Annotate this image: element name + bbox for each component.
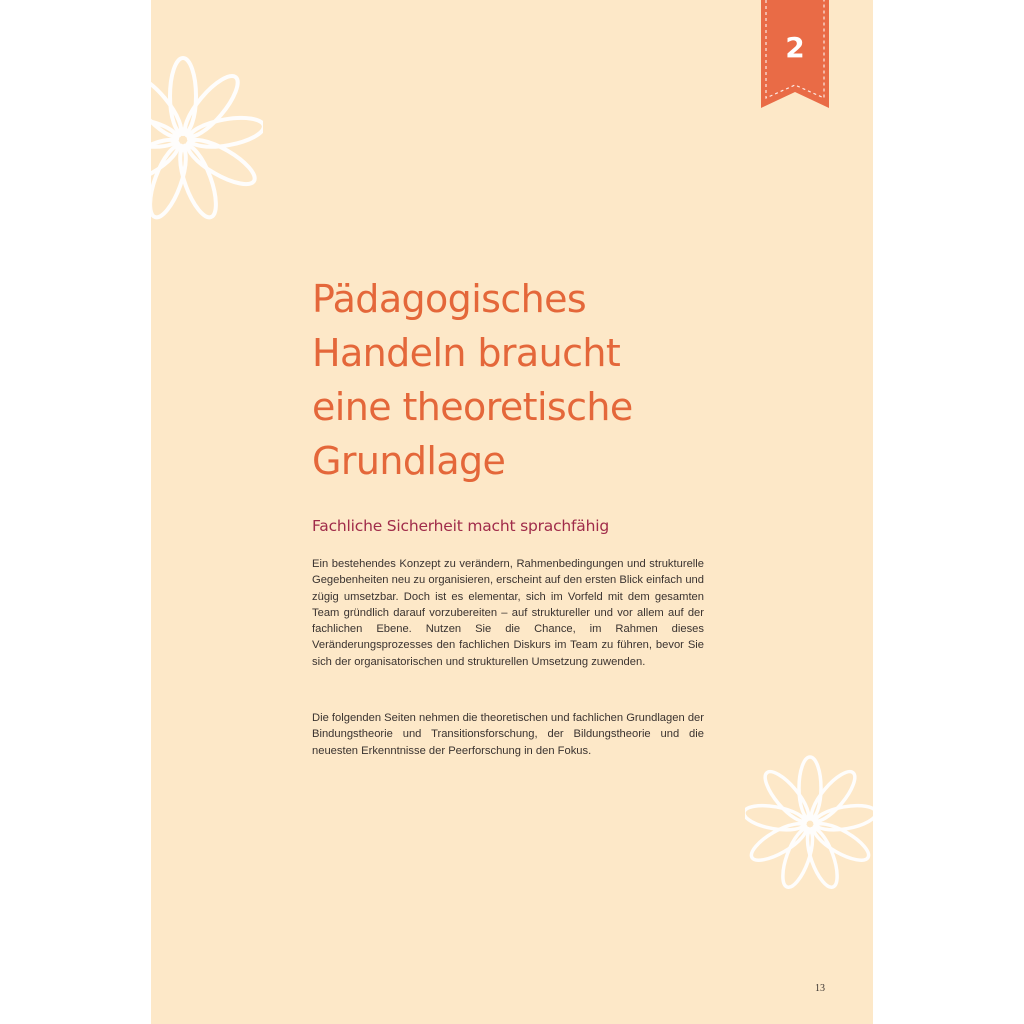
section-subtitle: Fachliche Sicherheit macht sprachfähig xyxy=(312,517,609,535)
book-page xyxy=(151,0,873,1024)
flower-decoration-icon xyxy=(745,754,873,899)
chapter-title xyxy=(312,272,732,488)
title-line: Handeln braucht xyxy=(312,331,621,375)
body-paragraph: Ein bestehendes Konzept zu verändern, Rahmenbedingungen und strukturelle Gegebenheiten neu zu organisieren, erscheint auf den ersten Blick einfach und zügig umsetzbar. Doch ist es elementar, sich im Vorfeld mit dem gesamten Team gründlich darauf vorzubereiten – auf struktureller und vor allem auf der fachlichen Ebene. Nutzen Sie die Chance, im Rahmen dieses Veränderungsprozesses den fachlichen Diskurs im Team zu führen, bevor Sie sich der organisatorischen und strukturellen Umsetzung zuwenden. xyxy=(312,558,704,668)
body-paragraph: Die folgenden Seiten nehmen die theoretischen und fachlichen Grundlagen der Bindungstheorie und Transitionsforschung, der Bildungstheorie und die neuesten Erkenntnisse der Peerforschung in den Fokus. xyxy=(312,712,704,757)
chapter-number: 2 xyxy=(785,31,805,64)
title-line: Pädagogisches xyxy=(312,277,587,321)
flower-decoration-icon xyxy=(151,50,263,235)
chapter-ribbon xyxy=(761,0,829,110)
title-line: Grundlage xyxy=(312,439,506,483)
page-number: 13 xyxy=(815,983,825,994)
title-line: eine theoretische xyxy=(312,385,633,429)
